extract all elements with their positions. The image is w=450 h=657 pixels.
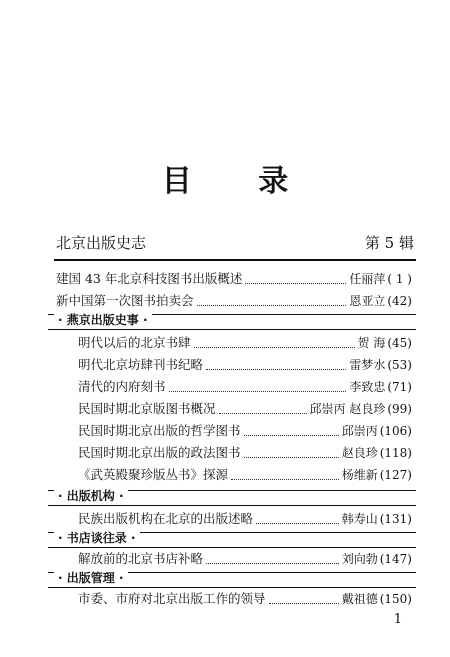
entry-title: 市委、市府对北京出版工作的领导 bbox=[78, 591, 266, 606]
section-label: 燕京出版史事 bbox=[66, 313, 139, 327]
entry-page: (118) bbox=[379, 446, 412, 460]
entry-author: 李致忠 bbox=[349, 380, 386, 394]
entry-author: 贺 海 bbox=[357, 336, 386, 350]
section-label: 出版管理 bbox=[66, 571, 115, 585]
leader-dots bbox=[244, 457, 339, 458]
toc-entry[interactable] bbox=[78, 334, 412, 352]
entry-author: 韩寿山 bbox=[341, 512, 378, 526]
series-title: 北京出版史志 bbox=[56, 234, 147, 252]
leader-dots bbox=[197, 305, 347, 306]
leader-dots bbox=[269, 603, 339, 604]
entry-page: (99) bbox=[387, 402, 412, 416]
toc-entry[interactable] bbox=[78, 400, 412, 418]
section-header: · 出版机构 · bbox=[48, 490, 416, 506]
entry-author: 雷梦水 bbox=[349, 358, 386, 372]
entry-title: 民族出版机构在北京的出版述略 bbox=[78, 511, 254, 526]
toc-entry[interactable] bbox=[56, 292, 412, 310]
toc-entry[interactable] bbox=[78, 444, 412, 462]
entry-page: (106) bbox=[379, 424, 412, 438]
section-header: · 出版管理 · bbox=[48, 572, 416, 588]
entry-title: 建国 43 年北京科技图书出版概述 bbox=[56, 271, 243, 286]
entry-page: (45) bbox=[387, 336, 412, 350]
toc-entry[interactable] bbox=[78, 422, 412, 440]
toc-entry[interactable] bbox=[78, 378, 412, 396]
entry-page: (150) bbox=[379, 592, 412, 606]
section-label: 书店谈往录 bbox=[66, 531, 127, 545]
entry-page: (147) bbox=[379, 552, 412, 566]
page-title: 目 录 bbox=[161, 164, 317, 199]
section-label: 出版机构 bbox=[66, 489, 115, 503]
entry-author: 杨维新 bbox=[341, 468, 378, 482]
entry-author: 邱崇丙 赵良珍 bbox=[309, 402, 386, 416]
leader-dots bbox=[169, 391, 347, 392]
entry-title: 《武英殿聚珍版丛书》探源 bbox=[78, 467, 229, 482]
entry-author: 戴祖德 bbox=[341, 592, 378, 606]
entry-page: ( 1 ) bbox=[387, 272, 412, 286]
leader-dots bbox=[256, 523, 339, 524]
toc-entry[interactable] bbox=[78, 466, 412, 484]
entry-author: 任丽萍 bbox=[349, 272, 386, 286]
toc-entry[interactable] bbox=[78, 550, 412, 568]
toc-entry[interactable] bbox=[78, 510, 412, 528]
toc-entry[interactable] bbox=[56, 270, 412, 288]
page-number: 1 bbox=[393, 612, 402, 627]
leader-dots bbox=[206, 369, 346, 370]
entry-author: 赵良珍 bbox=[341, 446, 378, 460]
leader-dots bbox=[244, 435, 339, 436]
entry-title: 明代北京坊肆刊书纪略 bbox=[78, 357, 204, 372]
section-header: · 燕京出版史事 · bbox=[48, 314, 416, 330]
issue-number: 第 5 辑 bbox=[364, 234, 414, 252]
entry-title: 民国时期北京出版的哲学图书 bbox=[78, 423, 241, 438]
entry-title: 民国时期北京版图书概况 bbox=[78, 401, 216, 416]
entry-page: (127) bbox=[379, 468, 412, 482]
entry-page: (53) bbox=[387, 358, 412, 372]
leader-dots bbox=[231, 479, 339, 480]
entry-title: 明代以后的北京书肆 bbox=[78, 335, 191, 350]
entry-title: 民国时期北京出版的政法图书 bbox=[78, 445, 241, 460]
leader-dots bbox=[219, 413, 307, 414]
entry-author: 恩亚立 bbox=[349, 294, 386, 308]
entry-page: (131) bbox=[379, 512, 412, 526]
entry-title: 解放前的北京书店补略 bbox=[78, 551, 204, 566]
entry-title: 新中国第一次图书拍卖会 bbox=[56, 293, 194, 308]
section-header: · 书店谈往录 · bbox=[48, 532, 416, 548]
header-rule bbox=[54, 259, 416, 261]
entry-author: 刘向勃 bbox=[341, 552, 378, 566]
leader-dots bbox=[245, 283, 346, 284]
entry-title: 清代的内府刻书 bbox=[78, 379, 166, 394]
toc-entry[interactable] bbox=[78, 590, 412, 608]
entry-page: (42) bbox=[387, 294, 412, 308]
entry-author: 邱崇丙 bbox=[341, 424, 378, 438]
leader-dots bbox=[194, 347, 355, 348]
leader-dots bbox=[206, 563, 339, 564]
entry-page: (71) bbox=[387, 380, 412, 394]
toc-entry[interactable] bbox=[78, 356, 412, 374]
